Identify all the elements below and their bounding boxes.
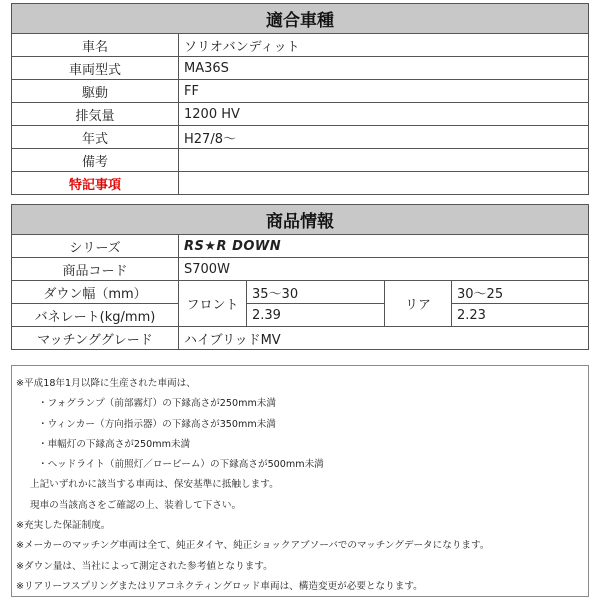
table-row — [12, 80, 589, 103]
table-row — [12, 304, 589, 327]
special-notes-value — [179, 172, 589, 195]
note-line: 現車の当該高さをご確認の上、装着して下さい。 — [30, 499, 242, 511]
table-row — [12, 258, 589, 281]
remarks-label: 備考 — [12, 149, 179, 172]
table-row — [12, 172, 589, 195]
rear-label: リア — [385, 281, 452, 327]
table-row — [12, 149, 589, 172]
front-label: フロント — [179, 281, 247, 327]
note-line: ・ヘッドライト（前照灯／ロービーム）の下縁高さが500mm未満 — [38, 459, 324, 471]
note-line: ・ウィンカー（方向指示器）の下縁高さが350mm未満 — [38, 418, 276, 430]
note-line: ※ダウン量は、当社によって測定された参考値となります。 — [16, 560, 273, 572]
year-value: H27/8～ — [179, 126, 589, 149]
spring-rate-label: バネレート(kg/mm) — [12, 304, 179, 327]
rear-rate-value: 2.23 — [452, 304, 589, 327]
table-row — [12, 34, 589, 57]
note-line: ※平成18年1月以降に生産された車両は、 — [16, 378, 196, 389]
table-row — [12, 327, 589, 350]
front-rate-value: 2.39 — [247, 304, 385, 327]
note-line: ※充実した保証制度。 — [16, 520, 111, 532]
fitment-table — [11, 3, 589, 195]
note-line: 上記いずれかに該当する車両は、保安基準に抵触します。 — [30, 479, 279, 491]
product-code-value: S700W — [179, 258, 589, 281]
drive-value: FF — [179, 80, 589, 103]
series-label: シリーズ — [12, 235, 179, 258]
remarks-value — [179, 149, 589, 172]
front-down-value: 35～30 — [247, 281, 385, 304]
special-notes-label: 特記事項 — [12, 172, 179, 195]
matching-grade-label: マッチンググレード — [12, 327, 179, 350]
product-title: 商品情報 — [12, 205, 589, 235]
table-row — [12, 281, 589, 304]
displacement-label: 排気量 — [12, 103, 179, 126]
note-line: ※メーカーのマッチング車両は全て、純正タイヤ、純正ショックアブソーバでのマッチングデータになります。 — [16, 540, 490, 552]
table-row — [12, 57, 589, 80]
note-line: ※リアリーフスプリングまたはリアコネクティングロッド車両は、構造変更が必要となります。 — [16, 580, 423, 592]
table-row — [12, 126, 589, 149]
note-line: ・フォグランプ（前部霧灯）の下縁高さが250mm未満 — [38, 398, 276, 410]
product-code-label: 商品コード — [12, 258, 179, 281]
car-name-value: ソリオバンディット — [179, 34, 589, 57]
notes-box — [11, 365, 589, 597]
model-code-label: 車両型式 — [12, 57, 179, 80]
rear-down-value: 30～25 — [452, 281, 589, 304]
note-line: ・車幅灯の下縁高さが250mm未満 — [38, 438, 191, 450]
table-row — [12, 103, 589, 126]
displacement-value: 1200 HV — [179, 103, 589, 126]
year-label: 年式 — [12, 126, 179, 149]
model-code-value: MA36S — [179, 57, 589, 80]
fitment-title: 適合車種 — [12, 4, 589, 34]
car-name-label: 車名 — [12, 34, 179, 57]
product-table — [11, 204, 589, 350]
drive-label: 駆動 — [12, 80, 179, 103]
table-row — [12, 235, 589, 258]
matching-grade-value: ハイブリッドMV — [179, 327, 589, 350]
series-value: RS★R DOWN — [179, 235, 589, 258]
down-width-label: ダウン幅（mm） — [12, 281, 179, 304]
